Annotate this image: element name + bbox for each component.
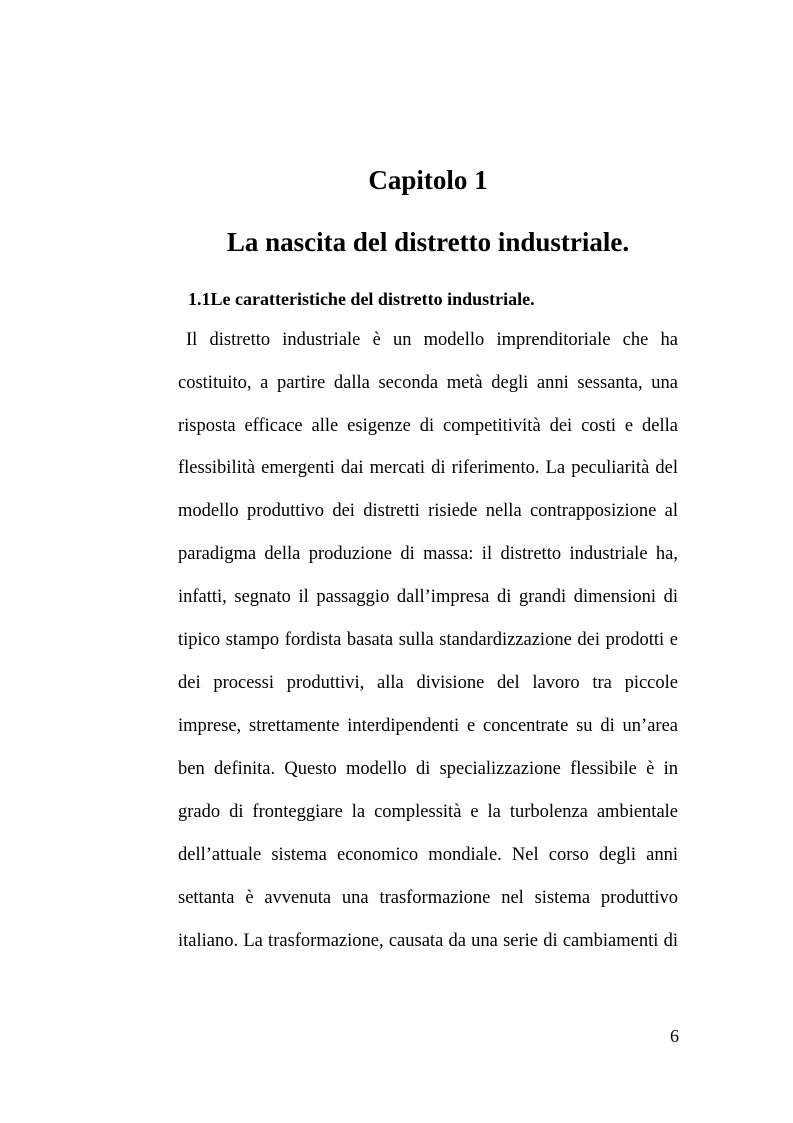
- paragraph-line: dei processi produttivi, alla divisione del lavoro tra piccole: [178, 673, 678, 693]
- paragraph-line: grado di fronteggiare la complessità e la turbolenza ambientale: [178, 802, 678, 822]
- paragraph-line: Il distretto industriale è un modello imprenditoriale che ha: [186, 330, 678, 350]
- paragraph-line: modello produttivo dei distretti risiede nella contrapposizione al: [178, 501, 678, 521]
- paragraph-line: paradigma della produzione di massa: il distretto industriale ha,: [178, 544, 678, 564]
- paragraph-line: ben definita. Questo modello di specializzazione flessibile è in: [178, 759, 678, 779]
- chapter-number: Capitolo 1: [368, 165, 488, 195]
- paragraph-line: flessibilità emergenti dai mercati di riferimento. La peculiarità del: [178, 458, 678, 478]
- paragraph-line: settanta è avvenuta una trasformazione nel sistema produttivo: [178, 888, 678, 908]
- paragraph-line: infatti, segnato il passaggio dall’impresa di grandi dimensioni di: [178, 587, 678, 607]
- paragraph-line: costituito, a partire dalla seconda metà degli anni sessanta, una: [178, 373, 678, 393]
- paragraph-line: italiano. La trasformazione, causata da una serie di cambiamenti di: [178, 931, 678, 951]
- paragraph-line: tipico stampo fordista basata sulla standardizzazione dei prodotti e: [178, 630, 678, 650]
- page-number: 6: [670, 1026, 679, 1046]
- paragraph-line: risposta efficace alle esigenze di competitività dei costi e della: [178, 416, 678, 436]
- section-heading: 1.1Le caratteristiche del distretto industriale.: [188, 289, 535, 309]
- paragraph-line: dell’attuale sistema economico mondiale. Nel corso degli anni: [178, 845, 678, 865]
- chapter-title: La nascita del distretto industriale.: [226, 227, 630, 257]
- paragraph-line: imprese, strettamente interdipendenti e concentrate su di un’area: [178, 716, 678, 736]
